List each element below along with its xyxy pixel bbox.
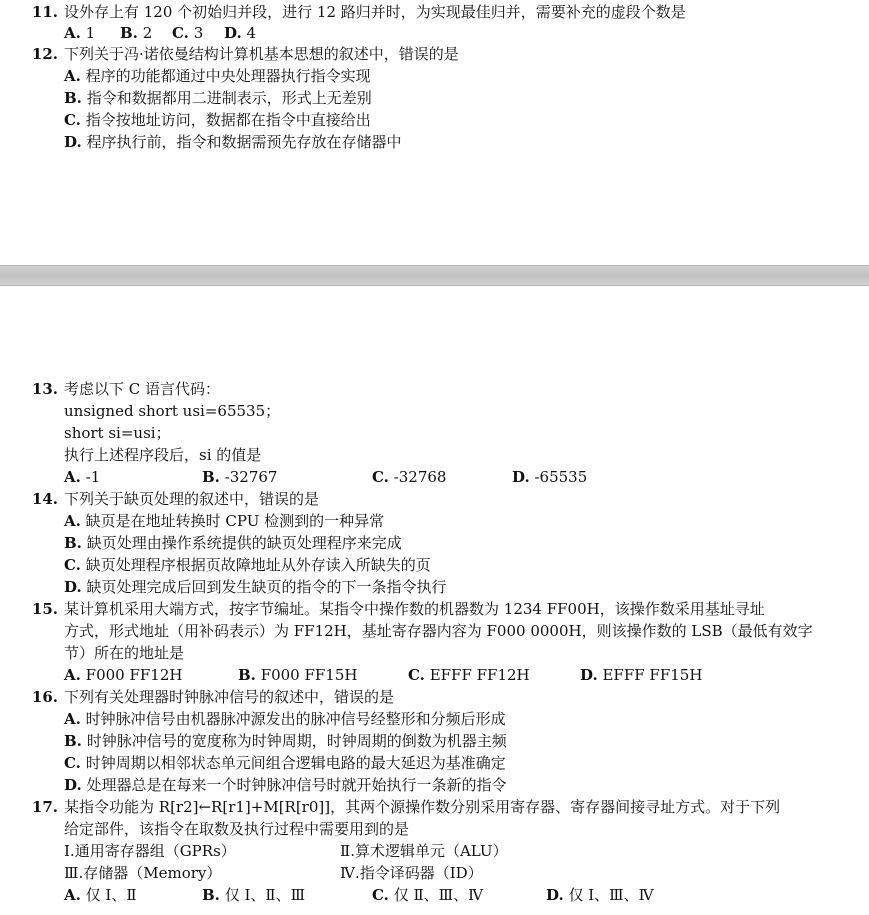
option-a: A. F000 FF12H bbox=[64, 666, 183, 684]
question-13-options bbox=[0, 467, 869, 488]
option-a: A. 缺页是在地址转换时 CPU 检测到的一种异常 bbox=[64, 512, 385, 530]
page-bottom bbox=[0, 284, 869, 915]
option-b: B. -32767 bbox=[202, 468, 278, 486]
question-17-options bbox=[0, 885, 869, 906]
page-top bbox=[0, 0, 869, 265]
question-15-options bbox=[0, 665, 869, 686]
option-c: C. 仅 Ⅱ、Ⅲ、Ⅳ bbox=[372, 886, 484, 904]
option-a: A. 仅 Ⅰ、Ⅱ bbox=[64, 886, 137, 904]
option-d: D. 仅 Ⅰ、Ⅲ、Ⅳ bbox=[546, 886, 654, 904]
parts-row-2 bbox=[0, 863, 869, 884]
question-13 bbox=[0, 379, 869, 400]
question-14 bbox=[0, 489, 869, 510]
question-11 bbox=[0, 2, 869, 23]
question-stem-line: 某计算机采用大端方式，按字节编址。某指令中操作数的机器数为 1234 FF00H，该操作数采用基址寻址 bbox=[64, 600, 765, 618]
option-d: D. -65535 bbox=[512, 468, 588, 486]
question-11-options bbox=[0, 23, 869, 44]
question-number: 12. bbox=[31, 45, 58, 63]
option-d: D. 程序执行前，指令和数据需预先存放在存储器中 bbox=[64, 133, 402, 151]
option-b: B. F000 FF15H bbox=[238, 666, 358, 684]
question-stem: 设外存上有 120 个初始归并段，进行 12 路归并时，为实现最佳归并，需要补充的虚段个数是 bbox=[64, 3, 686, 21]
question-stem-line: 节）所在的地址是 bbox=[64, 644, 185, 662]
question-15 bbox=[0, 599, 869, 620]
question-16 bbox=[0, 687, 869, 708]
part-i: Ⅰ.通用寄存器组（GPRs） bbox=[64, 842, 236, 860]
question-number: 13. bbox=[31, 380, 58, 398]
option-b: B. 时钟脉冲信号的宽度称为时钟周期，时钟周期的倒数为机器主频 bbox=[64, 732, 507, 750]
option-c: C. -32768 bbox=[372, 468, 447, 486]
question-stem-line: 方式，形式地址（用补码表示）为 FF12H，基址寄存器内容为 F000 0000H，则该操作数的 LSB（最低有效字 bbox=[64, 622, 813, 640]
option-c: C. 缺页处理程序根据页故障地址从外存读入所缺失的页 bbox=[64, 556, 431, 574]
question-stem: 下列关于缺页处理的叙述中，错误的是 bbox=[64, 490, 320, 508]
option-c: C. 3 bbox=[172, 24, 204, 42]
part-ii: Ⅱ.算术逻辑单元（ALU） bbox=[340, 842, 508, 860]
part-iv: Ⅳ.指令译码器（ID） bbox=[340, 864, 483, 882]
option-c: C. 指令按地址访问，数据都在指令中直接给出 bbox=[64, 111, 371, 129]
question-number: 16. bbox=[31, 688, 58, 706]
code-line: short si=usi； bbox=[64, 424, 171, 442]
question-number: 15. bbox=[31, 600, 58, 618]
question-stem-line: 某指令功能为 R[r2]←R[r1]+M[R[r0]]，其两个源操作数分别采用寄存器、寄存器间接寻址方式。对于下列 bbox=[64, 798, 781, 816]
question-stem: 下列有关处理器时钟脉冲信号的叙述中，错误的是 bbox=[64, 688, 395, 706]
option-a: A. 时钟脉冲信号由机器脉冲源发出的脉冲信号经整形和分频后形成 bbox=[64, 710, 506, 728]
question-stem: 下列关于冯·诺依曼结构计算机基本思想的叙述中，错误的是 bbox=[64, 45, 459, 63]
option-b: B. 2 bbox=[120, 24, 153, 42]
option-b: B. 指令和数据都用二进制表示，形式上无差别 bbox=[64, 89, 372, 107]
option-d: D. 缺页处理完成后回到发生缺页的指令的下一条指令执行 bbox=[64, 578, 447, 596]
part-iii: Ⅲ.存储器（Memory） bbox=[64, 864, 222, 882]
option-d: D. 处理器总是在每来一个时钟脉冲信号时就开始执行一条新的指令 bbox=[64, 776, 507, 794]
question-number: 17. bbox=[31, 798, 58, 816]
option-b: B. 缺页处理由操作系统提供的缺页处理程序来完成 bbox=[64, 534, 402, 552]
question-number: 11. bbox=[31, 3, 58, 21]
question-ask: 执行上述程序段后，si 的值是 bbox=[64, 446, 262, 464]
option-c: C. 时钟周期以相邻状态单元间组合逻辑电路的最大延迟为基准确定 bbox=[64, 754, 506, 772]
parts-row-1 bbox=[0, 841, 869, 862]
page-separator bbox=[0, 265, 869, 286]
question-12 bbox=[0, 44, 869, 65]
option-b: B. 仅 Ⅰ、Ⅱ、Ⅲ bbox=[202, 886, 306, 904]
code-line: unsigned short usi=65535； bbox=[64, 402, 281, 420]
option-a: A. 程序的功能都通过中央处理器执行指令实现 bbox=[64, 67, 371, 85]
option-c: C. EFFF FF12H bbox=[408, 666, 530, 684]
question-17 bbox=[0, 797, 869, 818]
option-a: A. -1 bbox=[64, 468, 101, 486]
option-a: A. 1 bbox=[64, 24, 96, 42]
option-d: D. 4 bbox=[224, 24, 257, 42]
option-d: D. EFFF FF15H bbox=[580, 666, 703, 684]
question-stem: 考虑以下 C 语言代码： bbox=[64, 380, 221, 398]
question-stem-line: 给定部件，该指令在取数及执行过程中需要用到的是 bbox=[64, 820, 410, 838]
question-number: 14. bbox=[31, 490, 58, 508]
